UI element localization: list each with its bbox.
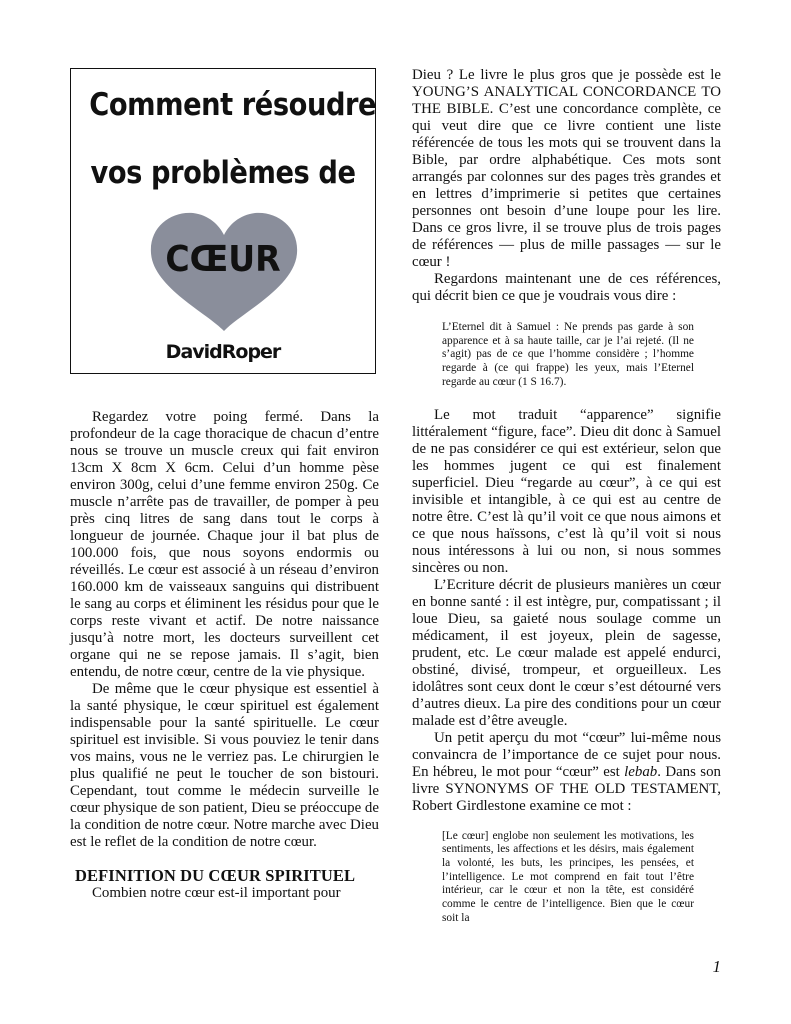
paragraph [412, 730, 721, 815]
paragraph: De même que le cœur physique est essentiel à la santé physique, le cœur spirituel est également indispensable pour la santé spirituelle. Le cœur spirituel est invisible. Si vous pouviez le tenir dans vos mains, vous ne le verriez pas. Le chirurgien le plus qualifié ne peut le toucher de son bistouri. Cependant, tout comme le médecin surveille le cœur physique de son patient, Dieu se préoccupe de la condition de notre cœur. Notre marche avec Dieu est le reflet de la condition de notre cœur. [70, 681, 379, 850]
right-column [412, 67, 721, 925]
paragraph: Combien notre cœur est-il important pour [92, 885, 341, 901]
block-quote: L’Eternel dit à Samuel : Ne prends pas garde à son apparence et à sa haute taille, car je l’ai rejeté. (Il ne s’agit) pas de ce que l’homme considère ; l’homme regarde à (ce qui frappe) les yeux, mais l’Eternel regarde au cœur (1 S 16.7). [442, 321, 694, 388]
hebrew-word: lebab [624, 763, 658, 780]
paragraph: Regardez votre poing fermé. Dans la profondeur de la cage thoracique de chacun d’entre nous se trouve un muscle creux qui fait environ 13cm X 8cm X 6cm. Celui d’un homme pèse environ 300g, celui d’une femme environ 250g. Ce muscle n’arrête pas de travailler, de pomper à peu près cinq litres de sang dans tout le corps à longueur de journée. Chaque jour il bat plus de 100.000 fois, que nous soyons endormis ou réveillés. Le cœur est associé à un réseau d’environ 160.000 km de vaisseaux sanguins qui distribuent le sang au corps et éliminent les résidus pour que le corps reste vivant et actif. De notre naissance jusqu’à notre mort, les docteurs surveillent cet organe qui ne se repose jamais. Il s’agit, bien entendu, de notre cœur, centre de la vie physique. [70, 409, 379, 680]
paragraph: Regardons maintenant une de ces références, qui décrit bien ce que je voudrais vous dire : [412, 271, 721, 304]
block-quote: [Le cœur] englobe non seulement les motivations, les sentiments, les affections et les désirs, mais également la volonté, les buts, les principes, les pensées, et l’intelligence. Le mot comprend en fait tout l’être intérieur, car le cœur et non la tête, est considéré comme le centre de l’intelligence. Bien que le cœur soit la [442, 829, 694, 924]
left-column [70, 409, 379, 902]
paragraph: Le mot traduit “apparence” signifie littéralement “figure, face”. Dieu dit donc à Samuel de ne pas considérer ce qui est extérieur, selon que les hommes jugent ce qui est finalement superficiel. Dieu “regarde au cœur”, à ce qui est invisible et intangible, à ce qui est au centre de notre être. C’est là qu’il voit ce que nous aimons et ce que nous haïssons, c’est là qu’il voit si nous nous intéressons à lui ou non, si nous sommes sincères ou non. [412, 406, 721, 576]
text-run: Un petit aperçu du mot “cœur” lui-même nous convaincra de l’importance de ce sujet pour nous. En hébreu, le mot pour “cœur” est [412, 729, 721, 780]
text-run: . Dans son livre SYNONYMS OF THE OLD TESTAMENT, Robert Girdlestone examine ce mot : [412, 763, 721, 814]
page-number: 1 [712, 957, 721, 976]
title-line-1: Comment résoudre [89, 87, 377, 123]
title-box [70, 68, 376, 374]
paragraph: L’Ecriture décrit de plusieurs manières un cœur en bonne santé : il est intègre, pur, compatissant ; il loue Dieu, sa gaieté nous soulage comme un médicament, il est joyeux, plein de sagesse, prudent, etc. Le cœur malade est appelé endurci, obstiné, divisé, trompeur, et orgueilleux. Les idolâtres sont ceux dont le cœur s’est détourné vers d’autres dieux. La pire des conditions pour un cœur malade est d’être aveugle. [412, 576, 721, 729]
title-line-2: vos problèmes de [90, 155, 356, 191]
paragraph: Dieu ? Le livre le plus gros que je possède est le YOUNG’S ANALYTICAL CONCORDANCE TO THE BIBLE. C’est une concordance complète, ce qui veut dire que ce livre contient une liste référencée de tous les mots qui se trouvent dans la Bible, par ordre alphabétique. Ces mots sont arrangés par colonnes sur des pages très grandes et en lettres d’imprimerie si petites que certaines personnes ont besoin d’une loupe pour les lire. Dans ce gros livre, il se trouve plus de trois pages de références — plus de mille passages — sur le cœur ! [412, 67, 721, 270]
section-heading: DEFINITION DU CŒUR SPIRITUEL [75, 866, 356, 885]
heart-word: CŒUR [165, 239, 281, 280]
author-name: DavidRoper [165, 341, 281, 363]
